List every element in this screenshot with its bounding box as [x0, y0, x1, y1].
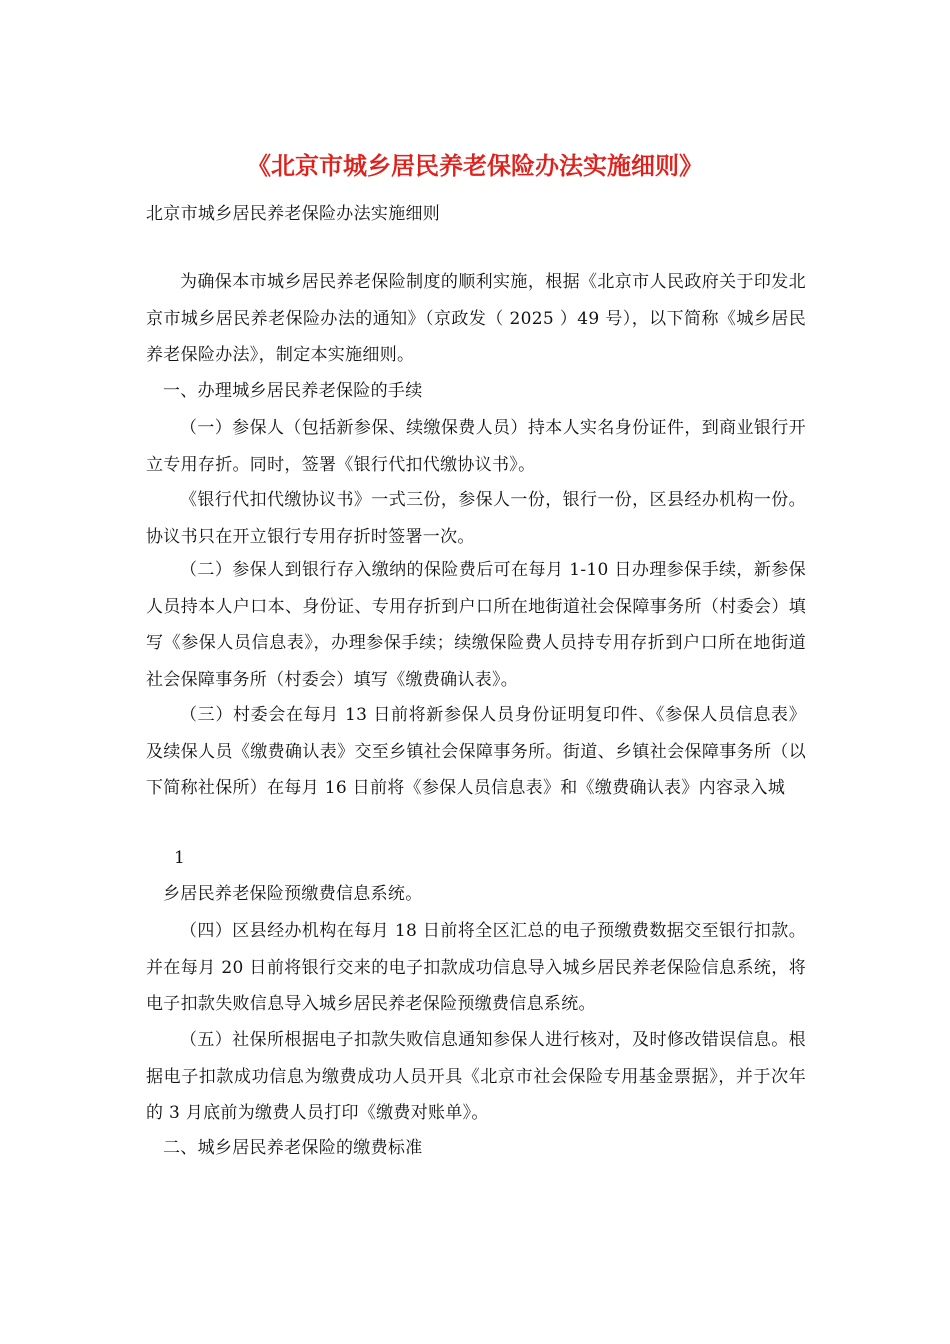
section-heading-1: 一、办理城乡居民养老保险的手续 [163, 381, 423, 401]
document-title: 《北京市城乡居民养老保险办法实施细则》 [247, 151, 703, 180]
document-subtitle: 北京市城乡居民养老保险办法实施细则 [146, 204, 441, 224]
section-heading-2: 二、城乡居民养老保险的缴费标准 [163, 1138, 423, 1158]
paragraph-item-1: （一）参保人（包括新参保、续缴保费人员）持本人实名身份证件，到商业银行开立专用存折。同时，签署《银行代扣代缴协议书》。 [146, 418, 806, 475]
paragraph-item-2: （二）参保人到银行存入缴纳的保险费后可在每月 1-10 日办理参保手续，新参保人员持本人户口本、身份证、专用存折到户口所在地街道社会保障事务所（村委会）填写《参保人员信息表》，办理参保手续；续缴保险费人员持专用存折到户口所在地街道社会保障事务所（村委会）填写《缴费确认表》。 [146, 560, 806, 690]
paragraph-item-3-continued: 乡居民养老保险预缴费信息系统。 [163, 884, 423, 904]
paragraph-intro: 为确保本市城乡居民养老保险制度的顺利实施，根据《北京市人民政府关于印发北京市城乡居民养老保险办法的通知》（京政发（ 2025 ）49 号），以下简称《城乡居民养老保险办法》，制定本实施细则。 [146, 272, 806, 365]
paragraph-item-3: （三）村委会在每月 13 日前将新参保人员身份证明复印件、《参保人员信息表》及续保人员《缴费确认表》交至乡镇社会保障事务所。街道、乡镇社会保障事务所（以下简称社保所）在每月 16 日前将《参保人员信息表》和《缴费确认表》内容录入城 [146, 705, 806, 798]
paragraph-agreement: 《银行代扣代缴协议书》一式三份，参保人一份，银行一份，区县经办机构一份。协议书只在开立银行专用存折时签署一次。 [146, 490, 806, 547]
paragraph-item-5: （五）社保所根据电子扣款失败信息通知参保人进行核对，及时修改错误信息。根据电子扣款成功信息为缴费成功人员开具《北京市社会保险专用基金票据》，并于次年的 3 月底前为缴费人员打印《缴费对账单》。 [146, 1030, 806, 1123]
paragraph-item-4: （四）区县经办机构在每月 18 日前将全区汇总的电子预缴费数据交至银行扣款。并在每月 20 日前将银行交来的电子扣款成功信息导入城乡居民养老保险信息系统，将电子扣款失败信息导入城乡居民养老保险预缴费信息系统。 [146, 921, 806, 1014]
page-number: 1 [174, 848, 185, 868]
